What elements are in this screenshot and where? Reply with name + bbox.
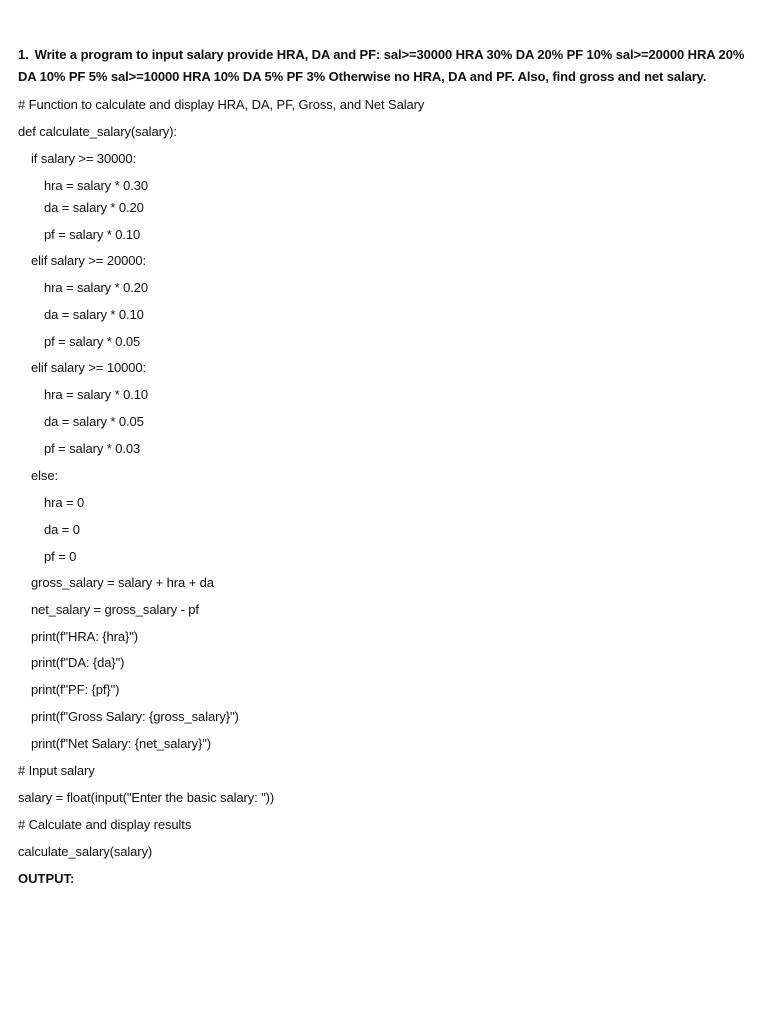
code-line: print(f"PF: {pf}") — [31, 682, 120, 697]
code-line: da = salary * 0.20 — [44, 200, 144, 215]
code-line: da = salary * 0.05 — [44, 414, 144, 429]
code-line: hra = 0 — [44, 495, 85, 510]
code-line: salary = float(input("Enter the basic salary: ")) — [18, 790, 275, 805]
code-line: pf = 0 — [44, 549, 77, 564]
code-line: da = 0 — [44, 522, 80, 537]
output-label: OUTPUT: — [18, 871, 75, 886]
question-text: Write a program to input salary provide HRA, DA and PF: sal>=30000 HRA 30% DA 20% PF 10% sal>=20000 HRA 20% DA 10% PF 5% sal>=10000 HRA 10% DA 5% PF 3% Otherwise no HRA, DA and PF. Also, find gross and net salary. — [18, 47, 745, 84]
code-line: def calculate_salary(salary): — [18, 124, 177, 139]
code-line: calculate_salary(salary) — [18, 844, 153, 859]
code-line: net_salary = gross_salary - pf — [31, 602, 199, 617]
question-heading — [18, 44, 753, 88]
code-line: da = salary * 0.10 — [44, 307, 144, 322]
code-line: hra = salary * 0.10 — [44, 387, 148, 402]
code-line: hra = salary * 0.20 — [44, 280, 148, 295]
code-line: else: — [31, 468, 58, 483]
code-line: pf = salary * 0.03 — [44, 441, 141, 456]
code-line: elif salary >= 20000: — [31, 253, 146, 268]
code-line: if salary >= 30000: — [31, 151, 137, 166]
code-line: # Input salary — [18, 763, 95, 778]
code-line: pf = salary * 0.10 — [44, 227, 141, 242]
code-line: print(f"DA: {da}") — [31, 655, 125, 670]
code-line: pf = salary * 0.05 — [44, 334, 141, 349]
code-line: gross_salary = salary + hra + da — [31, 575, 214, 590]
question-number: 1. — [18, 47, 29, 62]
code-line: # Calculate and display results — [18, 817, 192, 832]
code-line: # Function to calculate and display HRA, DA, PF, Gross, and Net Salary — [18, 97, 425, 112]
code-line: print(f"Net Salary: {net_salary}") — [31, 736, 211, 751]
code-line: elif salary >= 10000: — [31, 360, 146, 375]
code-line: print(f"HRA: {hra}") — [31, 629, 138, 644]
code-line: print(f"Gross Salary: {gross_salary}") — [31, 709, 239, 724]
code-line: hra = salary * 0.30 — [44, 178, 148, 193]
